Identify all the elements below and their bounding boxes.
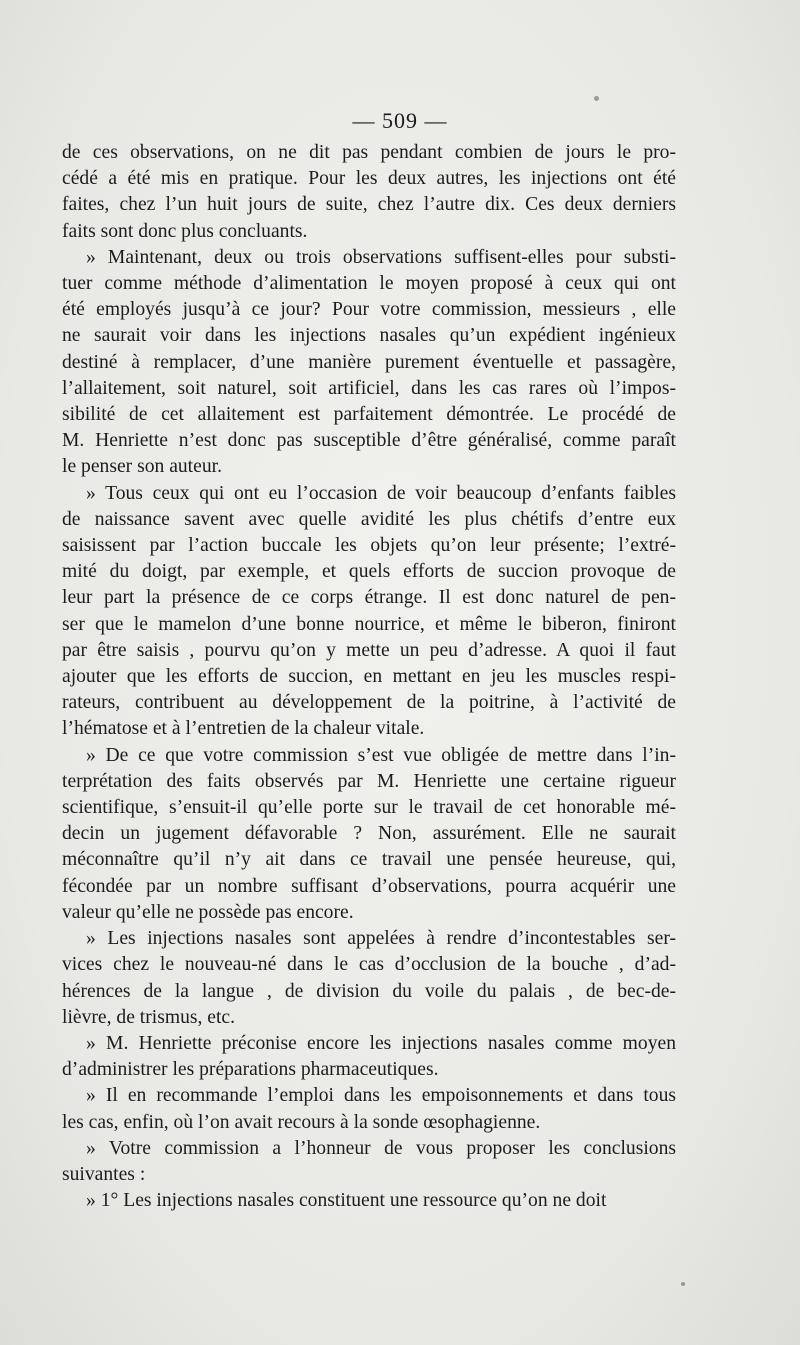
text-line: leur part la présence de ce corps étrange. Il est donc naturel de pen- xyxy=(62,587,676,609)
text-line: decin un jugement défavorable ? Non, assurément. Elle ne saurait xyxy=(62,823,676,845)
text-line: lièvre, de trismus, etc. xyxy=(62,1006,236,1028)
text-line: l’hématose et à l’entretien de la chaleur vitale. xyxy=(62,718,425,740)
text-line: ser que le mamelon d’une bonne nourrice, et même le biberon, finiront xyxy=(62,613,676,635)
text-line: M. Henriette n’est donc pas susceptible d’être généralisé, comme paraît xyxy=(62,430,676,452)
text-line: faits sont donc plus concluants. xyxy=(62,220,308,242)
paragraph xyxy=(62,743,676,926)
paragraph xyxy=(62,481,676,743)
ink-speck xyxy=(594,96,599,101)
text-line: l’allaitement, soit naturel, soit artificiel, dans les cas rares où l’impos- xyxy=(62,377,676,399)
text-line: » De ce que votre commission s’est vue obligée de mettre dans l’in- xyxy=(86,744,676,766)
text-line: de naissance savent avec quelle avidité les plus chétifs d’entre eux xyxy=(62,508,676,530)
text-line: » Maintenant, deux ou trois observations suffisent-elles pour substi- xyxy=(86,246,676,268)
body-text xyxy=(62,140,676,1214)
paragraph xyxy=(62,245,676,481)
text-line: » Les injections nasales sont appelées à rendre d’incontestables ser- xyxy=(86,928,676,950)
text-line: tuer comme méthode d’alimentation le moyen proposé à ceux qui ont xyxy=(62,273,676,295)
paragraph xyxy=(62,926,676,1031)
text-line: rateurs, contribuent au développement de la poitrine, à l’activité de xyxy=(62,692,676,714)
text-line: sibilité de cet allaitement est parfaitement démontrée. Le procédé de xyxy=(62,404,676,426)
page-number: — 509 — xyxy=(352,108,448,133)
text-line: fécondée par un nombre suffisant d’observations, pourra acquérir une xyxy=(62,875,676,897)
text-line: valeur qu’elle ne possède pas encore. xyxy=(62,901,354,923)
text-line: saisissent par l’action buccale les objets qu’on leur présente; l’extré- xyxy=(62,535,676,557)
text-line: hérences de la langue , de division du voile du palais , de bec-de- xyxy=(62,980,676,1002)
text-line: terprétation des faits observés par M. Henriette une certaine rigueur xyxy=(62,770,676,792)
text-line: destiné à remplacer, d’une manière purement éventuelle et passagère, xyxy=(62,351,676,373)
text-line: » 1° Les injections nasales constituent une ressource qu’on ne doit xyxy=(86,1190,607,1212)
paragraph xyxy=(62,1031,676,1083)
text-line: été employés jusqu’à ce jour? Pour votre commission, messieurs , elle xyxy=(62,299,676,321)
text-line: cédé a été mis en pratique. Pour les deux autres, les injections ont été xyxy=(62,168,676,190)
text-line: mité du doigt, par exemple, et quels efforts de succion provoque de xyxy=(62,561,676,583)
text-line: de ces observations, on ne dit pas pendant combien de jours le pro- xyxy=(62,142,676,163)
text-line: scientifique, s’ensuit-il qu’elle porte sur le travail de cet honorable mé- xyxy=(62,797,676,819)
text-line: ajouter que les efforts de succion, en mettant en jeu les muscles respi- xyxy=(62,666,676,688)
text-line: faites, chez l’un huit jours de suite, chez l’autre dix. Ces deux derniers xyxy=(62,194,676,216)
text-line: par être saisis , pourvu qu’on y mette un peu d’adresse. A quoi il faut xyxy=(62,639,676,661)
text-line: ne saurait voir dans les injections nasales qu’un expédient ingénieux xyxy=(62,325,676,347)
text-line: » M. Henriette préconise encore les injections nasales comme moyen xyxy=(86,1032,676,1054)
paragraph xyxy=(62,1083,676,1135)
text-line: le penser son auteur. xyxy=(62,456,222,478)
paragraph xyxy=(62,140,676,245)
text-line: » Votre commission a l’honneur de vous proposer les conclusions xyxy=(86,1137,676,1159)
text-line: suivantes : xyxy=(62,1163,146,1185)
text-line: d’administrer les préparations pharmaceutiques. xyxy=(62,1059,439,1081)
text-line: » Tous ceux qui ont eu l’occasion de voir beaucoup d’enfants faibles xyxy=(86,482,676,504)
text-line: » Il en recommande l’emploi dans les empoisonnements et dans tous xyxy=(86,1085,676,1107)
paragraph xyxy=(62,1136,676,1188)
ink-speck xyxy=(681,1282,685,1286)
text-line: les cas, enfin, où l’on avait recours à la sonde œsophagienne. xyxy=(62,1111,541,1133)
paragraph xyxy=(62,1188,676,1214)
text-line: méconnaître qu’il n’y ait dans ce travail une pensée heureuse, qui, xyxy=(62,849,676,871)
text-line: vices chez le nouveau-né dans le cas d’occlusion de la bouche , d’ad- xyxy=(62,954,676,976)
